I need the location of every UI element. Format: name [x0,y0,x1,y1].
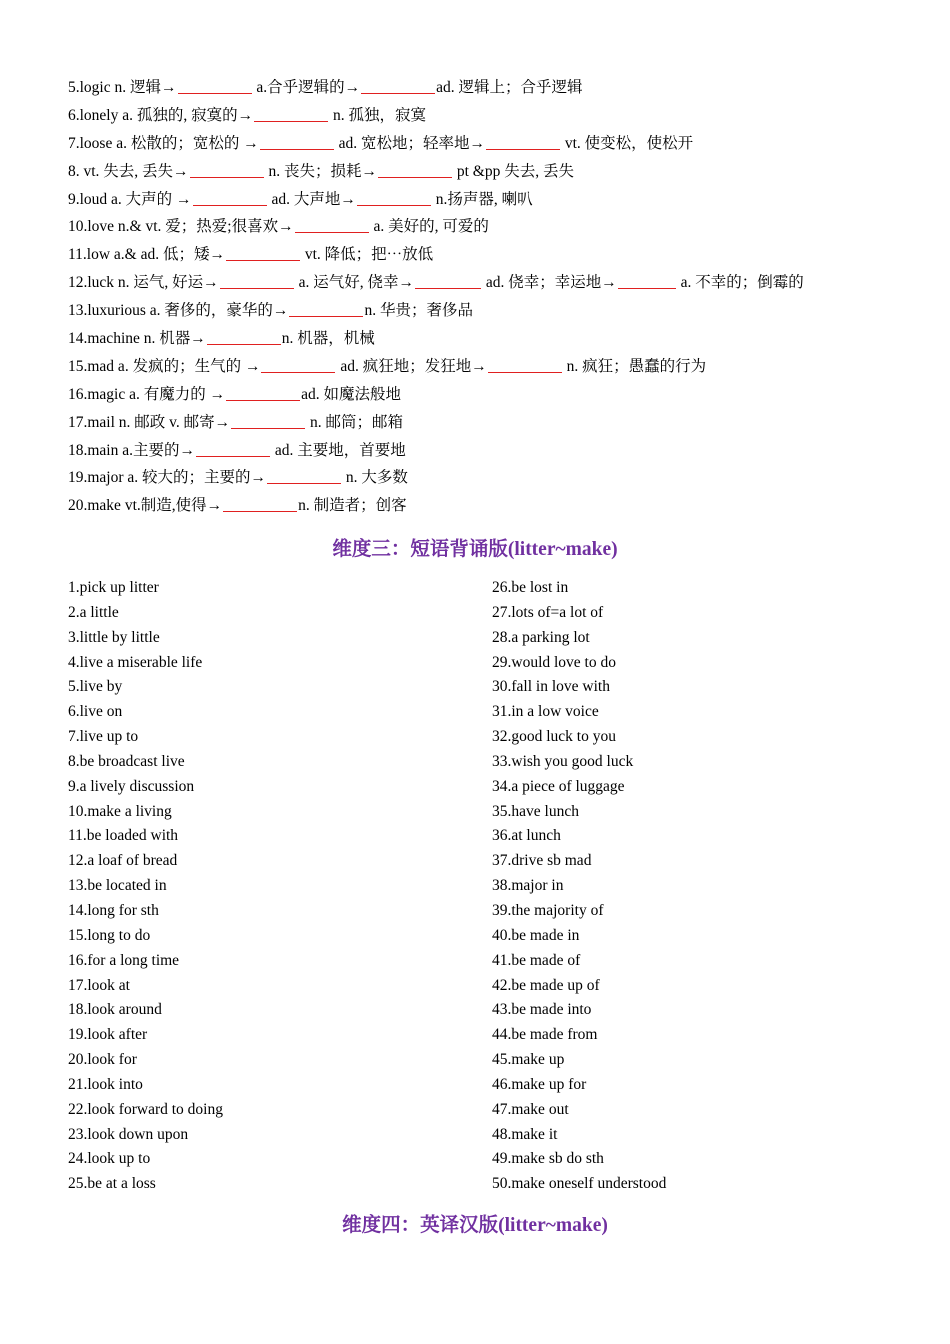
vocab-text: ad. 大声地→ [267,190,356,208]
phrase-list-left [68,576,488,1197]
vocab-text: ad. 如魔法般地 [301,385,402,403]
phrase-item: 41.be made of [492,951,581,969]
phrase-item: 32.good luck to you [492,728,616,746]
vocab-text: 6.lonely a. 孤独的, 寂寞的→ [68,106,254,124]
vocab-item [68,213,908,241]
answer-blank[interactable] [488,356,562,373]
vocab-item [68,158,908,186]
vocab-text: n. 孤独，寂寞 [329,106,427,124]
phrase-item: 31.in a low voice [492,703,599,721]
phrase-list-right [492,576,912,1197]
phrase-item: 44.be made from [492,1026,598,1044]
phrase-item: 22.look forward to doing [68,1100,223,1118]
vocab-text: 12.luck n. 运气, 好运→ [68,274,219,292]
vocab-item [68,102,908,130]
phrase-item: 37.drive sb mad [492,852,592,870]
answer-blank[interactable] [220,272,294,289]
vocab-text: n. 机器，机械 [281,330,375,348]
vocab-text: vt. 使变松，使松开 [561,134,694,152]
answer-blank[interactable] [486,133,560,150]
phrase-item: 3.little by little [68,628,160,646]
vocab-text: ad. 侥幸；幸运地→ [481,274,617,292]
vocab-text: 16.magic a. 有魔力的 → [68,385,226,403]
phrase-item: 49.make sb do sth [492,1150,604,1168]
phrase-item: 46.make up for [492,1075,587,1093]
vocab-text: n. 华贵；奢侈品 [364,302,473,320]
vocab-text: 19.major a. 较大的；主要的→ [68,469,267,487]
vocab-text: 5.logic n. 逻辑→ [68,79,177,96]
phrase-item: 23.look down upon [68,1125,189,1143]
answer-blank[interactable] [260,133,334,150]
vocab-item [68,325,908,353]
answer-blank[interactable] [361,77,435,94]
vocab-item [68,130,908,158]
answer-blank[interactable] [415,272,481,289]
vocab-item [68,353,908,381]
phrase-item: 43.be made into [492,1001,592,1019]
answer-blank[interactable] [378,161,452,178]
vocab-text: 14.machine n. 机器→ [68,330,206,348]
answer-blank[interactable] [618,272,676,289]
answer-blank[interactable] [267,467,341,484]
vocab-text: 8. vt. 失去, 丢失→ [68,162,189,180]
phrase-item: 45.make up [492,1051,565,1069]
answer-blank[interactable] [231,412,305,429]
answer-blank[interactable] [226,384,300,401]
phrase-item: 16.for a long time [68,951,180,969]
vocab-text: 11.low a.& ad. 低；矮→ [68,246,225,264]
answer-blank[interactable] [178,77,252,94]
vocab-text: 10.love n.& vt. 爱；热爱;很喜欢→ [68,218,294,236]
vocab-text: 15.mad a. 发疯的；生气的 → [68,357,261,375]
vocab-text: 7.loose a. 松散的；宽松的 → [68,134,259,152]
phrase-item: 2.a little [68,603,119,621]
answer-blank[interactable] [254,105,328,122]
vocab-text: ad. 主要地，首要地 [271,441,406,459]
phrase-item: 29.would love to do [492,653,616,671]
answer-blank[interactable] [289,300,363,317]
phrase-item: 35.have lunch [492,802,579,820]
vocab-text: 17.mail n. 邮政 v. 邮寄→ [68,413,231,431]
vocab-text: a. 运气好, 侥幸→ [294,274,414,292]
vocab-text: 18.main a.主要的→ [68,441,195,459]
phrase-item: 19.look after [68,1026,148,1044]
vocab-item [68,464,908,492]
phrase-item: 21.look into [68,1075,143,1093]
phrase-item: 6.live on [68,703,123,721]
vocab-text: n. 大多数 [342,469,408,487]
vocab-text: a. 不幸的；倒霉的 [676,274,804,292]
vocab-item [68,409,908,437]
answer-blank[interactable] [193,189,267,206]
vocab-item [68,437,908,465]
answer-blank[interactable] [190,161,264,178]
vocab-item [68,297,908,325]
phrase-item: 36.at lunch [492,827,561,845]
vocab-text: n.扬声器, 喇叭 [431,190,533,208]
phrase-item: 9.a lively discussion [68,777,195,795]
answer-blank[interactable] [357,189,431,206]
phrase-item: 1.pick up litter [68,579,159,596]
vocab-item [68,241,908,269]
section-4-title: 维度四：英译汉版(litter~make) [342,1215,608,1236]
phrase-item: 33.wish you good luck [492,752,634,770]
phrase-item: 8.be broadcast live [68,752,185,770]
section-3-title: 维度三：短语背诵版(litter~make) [332,539,618,560]
vocab-text: a.合乎逻辑的→ [252,79,361,96]
phrase-item: 50.make oneself understood [492,1175,667,1193]
vocab-text: a. 美好的, 可爱的 [369,218,489,236]
vocab-item [68,269,908,297]
vocab-text: pt &pp 失去, 丢失 [452,162,574,180]
answer-blank[interactable] [196,440,270,457]
vocab-text: 9.loud a. 大声的 → [68,190,192,208]
answer-blank[interactable] [226,244,300,261]
answer-blank[interactable] [295,216,369,233]
phrase-item: 38.major in [492,877,564,895]
phrase-item: 40.be made in [492,926,580,944]
phrase-item: 28.a parking lot [492,628,590,646]
phrase-item: 4.live a miserable life [68,653,203,671]
phrase-item: 10.make a living [68,802,172,820]
vocab-text: n. 疯狂；愚蠢的行为 [562,357,707,375]
vocab-item [68,492,908,520]
vocab-text: vt. 降低；把⋯放低 [301,246,434,264]
phrase-item: 48.make it [492,1125,558,1143]
phrase-item: 24.look up to [68,1150,151,1168]
vocab-text: ad. 疯狂地；发狂地→ [336,357,487,375]
phrase-item: 7.live up to [68,728,139,746]
phrase-item: 14.long for sth [68,901,159,919]
vocab-item [68,74,908,102]
answer-blank[interactable] [261,356,335,373]
vocab-text: n. 制造者；创客 [298,497,407,515]
answer-blank[interactable] [223,495,297,512]
phrase-item: 13.be located in [68,877,167,895]
vocab-text: 20.make vt.制造,使得→ [68,497,223,515]
vocab-text: ad. 逻辑上；合乎逻辑 [436,79,583,96]
phrase-item: 20.look for [68,1051,137,1069]
vocabulary-exercise-list [68,74,908,520]
vocab-text: ad. 宽松地；轻率地→ [334,134,485,152]
vocab-item [68,186,908,214]
vocab-text: 13.luxurious a. 奢侈的，豪华的→ [68,302,289,320]
answer-blank[interactable] [207,328,281,345]
phrase-item: 42.be made up of [492,976,600,994]
phrase-item: 12.a loaf of bread [68,852,178,870]
phrase-item: 17.look at [68,976,130,994]
phrase-item: 34.a piece of luggage [492,777,625,795]
phrase-item: 47.make out [492,1100,569,1118]
phrase-item: 30.fall in love with [492,678,610,696]
phrase-item: 26.be lost in [492,579,569,596]
phrase-item: 18.look around [68,1001,162,1019]
vocab-text: n. 丧失；损耗→ [264,162,377,180]
vocab-text: n. 邮筒；邮箱 [306,413,404,431]
vocab-item [68,381,908,409]
phrase-item: 11.be loaded with [68,827,179,845]
phrase-item: 39.the majority of [492,901,604,919]
phrase-item: 15.long to do [68,926,151,944]
phrase-item: 5.live by [68,678,123,696]
phrase-item: 25.be at a loss [68,1175,156,1193]
phrase-item: 27.lots of=a lot of [492,603,604,621]
